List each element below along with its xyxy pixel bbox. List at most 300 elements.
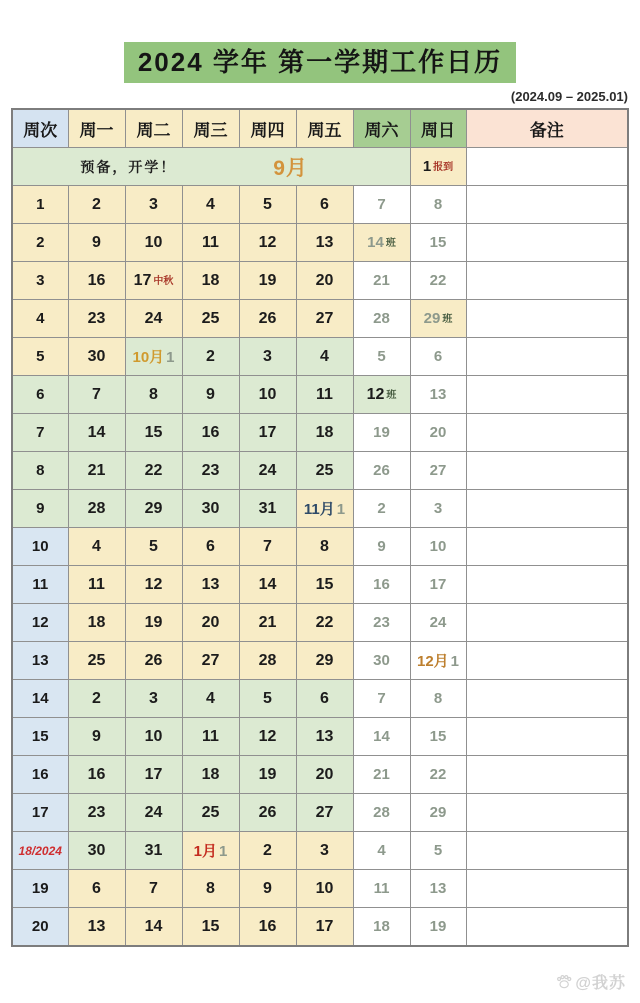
day-cell (125, 908, 182, 947)
week-row (12, 566, 628, 604)
day-cell (68, 186, 125, 224)
note-cell (466, 224, 628, 262)
workday-tag: 班 (442, 313, 453, 325)
week-number-cell (12, 376, 68, 414)
note-cell (466, 680, 628, 718)
day-cell (239, 794, 296, 832)
day-cell (353, 224, 410, 262)
week-row (12, 642, 628, 680)
day-number: 30 (373, 651, 390, 669)
day-cell (68, 490, 125, 528)
day-number: 16 (373, 575, 390, 593)
day-cell (353, 794, 410, 832)
day-number: 24 (429, 613, 447, 631)
day-cell (410, 604, 466, 642)
day-number: 18 (315, 423, 334, 441)
day-number: 16 (87, 765, 106, 783)
day-cell (182, 262, 239, 300)
day-number: 4 (206, 195, 215, 213)
day-number: 10 (144, 233, 163, 251)
day-number: 6 (92, 879, 101, 897)
day-number: 12 (258, 727, 277, 745)
day-cell (125, 224, 182, 262)
note-cell (466, 832, 628, 870)
note-cell (466, 376, 628, 414)
day-number: 9 (92, 233, 101, 251)
day-cell (68, 794, 125, 832)
day-cell (182, 908, 239, 947)
note-cell (466, 338, 628, 376)
day-cell (296, 566, 353, 604)
day-number: 27 (315, 803, 334, 821)
day-number: 21 (373, 765, 390, 783)
day-cell (125, 680, 182, 718)
week-number: 17 (31, 803, 49, 821)
day-number: 15 (144, 423, 163, 441)
day-number: 21 (258, 613, 277, 631)
day-number: 26 (373, 461, 390, 479)
day-cell (182, 718, 239, 756)
day-cell (353, 756, 410, 794)
day-cell (410, 832, 466, 870)
day-cell (410, 224, 466, 262)
day-number: 18 (201, 271, 220, 289)
day-cell (182, 832, 239, 870)
day-number: 9 (377, 537, 386, 555)
week-number-cell (12, 262, 68, 300)
day-cell (182, 338, 239, 376)
day-cell (296, 376, 353, 414)
day-number: 29 (429, 803, 447, 821)
day-number: 7 (263, 537, 272, 555)
week-number: 14 (31, 689, 49, 707)
day-cell (353, 452, 410, 490)
week-number-cell (12, 300, 68, 338)
day-cell (68, 528, 125, 566)
note-cell (466, 300, 628, 338)
day-number: 17 (429, 575, 447, 593)
day-cell (68, 566, 125, 604)
day-cell (239, 642, 296, 680)
day-cell (68, 756, 125, 794)
day-cell (68, 300, 125, 338)
day-cell (296, 642, 353, 680)
week-number-cell (12, 186, 68, 224)
day-number: 13 (315, 727, 334, 745)
day-number: 23 (87, 309, 106, 327)
note-cell (466, 604, 628, 642)
week-number: 15 (31, 727, 49, 745)
day-number: 28 (87, 499, 106, 517)
day-number: 3 (263, 347, 272, 365)
day-number: 2 (92, 195, 101, 213)
day-cell (125, 718, 182, 756)
day-cell (410, 186, 466, 224)
day-cell (353, 186, 410, 224)
day-cell (68, 680, 125, 718)
day-number: 31 (144, 841, 163, 859)
day-cell (296, 832, 353, 870)
semester-calendar-table (11, 108, 629, 947)
day-number: 27 (429, 461, 447, 479)
week-number-cell (12, 566, 68, 604)
day-number: 14 (373, 727, 390, 745)
header-tuesday: 周二 (125, 109, 182, 148)
day-number: 3 (320, 841, 329, 859)
week-number: 19 (31, 879, 49, 897)
day-number: 1 (166, 349, 175, 367)
day-number: 8 (320, 537, 329, 555)
day-number: 8 (433, 195, 443, 213)
day-number: 28 (373, 803, 390, 821)
day-number: 11 (88, 575, 105, 593)
title-bar (0, 42, 640, 83)
day-number: 25 (87, 651, 106, 669)
week-number: 8 (36, 461, 45, 479)
september-note-text: 预备，开学！ (80, 158, 177, 175)
note-cell (466, 186, 628, 224)
day-number: 3 (433, 499, 443, 517)
day-number: 7 (377, 195, 386, 213)
day-number: 13 (201, 575, 220, 593)
day-number: 17 (144, 765, 163, 783)
day-number: 16 (258, 917, 277, 935)
day-cell (296, 262, 353, 300)
header-friday: 周五 (296, 109, 353, 148)
day-cell (239, 870, 296, 908)
month-start-label: 12月 (416, 653, 449, 671)
day-number: 19 (258, 271, 277, 289)
header-wednesday: 周三 (182, 109, 239, 148)
week-row (12, 262, 628, 300)
day-cell (410, 414, 466, 452)
day-number: 18 (201, 765, 220, 783)
week-row (12, 186, 628, 224)
day-number: 7 (149, 879, 158, 897)
day-cell (353, 604, 410, 642)
paw-icon (555, 973, 573, 991)
day-number: 6 (320, 689, 329, 707)
day-number: 24 (144, 309, 163, 327)
day-cell (296, 300, 353, 338)
day-cell (353, 262, 410, 300)
day-number: 2 (206, 347, 215, 365)
day-cell (296, 224, 353, 262)
day-cell (353, 338, 410, 376)
day-number: 24 (144, 803, 163, 821)
day-number: 4 (320, 347, 329, 365)
day-number: 12 (366, 385, 385, 403)
day-number: 25 (201, 803, 220, 821)
day-cell (410, 908, 466, 947)
day-number: 11 (202, 727, 219, 745)
day-number: 26 (258, 803, 277, 821)
week-row (12, 756, 628, 794)
week-number: 1 (36, 195, 45, 213)
week-number-cell (12, 680, 68, 718)
note-cell (466, 794, 628, 832)
week-number: 18/2024 (18, 843, 62, 858)
day-number: 29 (315, 651, 334, 669)
week-number: 2 (36, 233, 45, 251)
day-number: 27 (315, 309, 334, 327)
week-number: 20 (31, 917, 49, 935)
day-cell (239, 376, 296, 414)
day-cell (68, 604, 125, 642)
day-cell (125, 756, 182, 794)
day-number: 4 (92, 537, 101, 555)
day-cell (353, 528, 410, 566)
week-number: 5 (36, 347, 45, 365)
week-number-cell (12, 414, 68, 452)
day-cell (410, 794, 466, 832)
week-number-cell (12, 490, 68, 528)
day-cell (182, 566, 239, 604)
day-cell (182, 414, 239, 452)
day-number: 11 (202, 233, 219, 251)
week-row (12, 870, 628, 908)
day-cell (296, 186, 353, 224)
day-number: 20 (429, 423, 447, 441)
day-number: 15 (429, 727, 447, 745)
day-number: 17 (133, 271, 152, 289)
week-row (12, 300, 628, 338)
day-cell (239, 566, 296, 604)
day-cell (410, 262, 466, 300)
day-number: 10 (315, 879, 334, 897)
day-number: 16 (201, 423, 220, 441)
day-number: 20 (201, 613, 220, 631)
day-number: 13 (87, 917, 106, 935)
day-cell (125, 490, 182, 528)
day-cell (296, 756, 353, 794)
note-cell (466, 452, 628, 490)
day-cell (182, 528, 239, 566)
day-number: 30 (201, 499, 220, 517)
day-cell (410, 338, 466, 376)
day-cell (68, 718, 125, 756)
day-number: 29 (144, 499, 163, 517)
week-row (12, 224, 628, 262)
day-number: 2 (377, 499, 386, 517)
day-cell (410, 718, 466, 756)
day-cell (410, 490, 466, 528)
day-cell (182, 604, 239, 642)
day-cell (68, 870, 125, 908)
week-row (12, 528, 628, 566)
september-row (12, 148, 628, 186)
day-cell (353, 718, 410, 756)
week-number: 16 (31, 765, 49, 783)
day-cell (353, 870, 410, 908)
day-number: 25 (315, 461, 334, 479)
day-cell (68, 338, 125, 376)
day-number: 29 (423, 309, 441, 327)
day-cell (125, 376, 182, 414)
note-cell (466, 528, 628, 566)
note-cell (466, 148, 628, 186)
day-cell (125, 604, 182, 642)
month-start-label: 11月 (303, 501, 335, 519)
day-number: 22 (144, 461, 163, 479)
day-number: 9 (92, 727, 101, 745)
day-cell (410, 376, 466, 414)
day-cell (182, 452, 239, 490)
day-cell (353, 908, 410, 947)
day-cell (239, 262, 296, 300)
day-number: 1 (336, 501, 346, 519)
day-number: 6 (320, 195, 329, 213)
day-cell (296, 490, 353, 528)
day-cell (182, 490, 239, 528)
day-cell (182, 224, 239, 262)
week-number: 10 (31, 537, 49, 555)
day-number: 11 (373, 879, 390, 897)
day-number: 28 (373, 309, 390, 327)
week-row (12, 490, 628, 528)
day-cell (239, 756, 296, 794)
day-cell (125, 300, 182, 338)
day-number: 22 (315, 613, 334, 631)
day-number: 19 (144, 613, 163, 631)
week-number-cell (12, 718, 68, 756)
day-cell (68, 414, 125, 452)
day-number: 11 (316, 385, 333, 403)
day-number: 10 (258, 385, 277, 403)
day-cell (239, 604, 296, 642)
note-cell (466, 870, 628, 908)
day-number: 20 (315, 271, 334, 289)
day-cell (68, 908, 125, 947)
header-saturday: 周六 (353, 109, 410, 148)
note-cell (466, 490, 628, 528)
day-number: 6 (433, 347, 443, 365)
day-number: 9 (263, 879, 272, 897)
day-number: 27 (201, 651, 220, 669)
workday-tag: 班 (385, 237, 396, 249)
day-cell (410, 300, 466, 338)
day-cell (182, 794, 239, 832)
day-number: 15 (315, 575, 334, 593)
day-cell (353, 414, 410, 452)
september-banner-cell (12, 148, 410, 186)
day-cell (239, 186, 296, 224)
day-cell (182, 870, 239, 908)
week-number: 11 (32, 575, 49, 593)
week-number: 12 (31, 613, 49, 631)
header-row (12, 109, 628, 148)
week-number-cell (12, 794, 68, 832)
day-number: 17 (258, 423, 277, 441)
week-number: 3 (36, 271, 45, 289)
day-cell (239, 490, 296, 528)
day-cell (296, 718, 353, 756)
day-number: 21 (373, 271, 390, 289)
day-cell (68, 452, 125, 490)
day-cell (296, 908, 353, 947)
day-cell (125, 870, 182, 908)
week-number-cell (12, 832, 68, 870)
week-row (12, 414, 628, 452)
header-sunday: 周日 (410, 109, 466, 148)
day-number: 8 (149, 385, 158, 403)
week-number-cell (12, 224, 68, 262)
day-cell (125, 262, 182, 300)
day-number: 3 (149, 689, 158, 707)
day-cell (182, 300, 239, 338)
note-cell (466, 414, 628, 452)
week-number: 7 (36, 423, 45, 441)
day-number: 20 (315, 765, 334, 783)
day-cell (125, 186, 182, 224)
holiday-tag: 中秋 (153, 275, 174, 287)
day-cell (239, 224, 296, 262)
day-number: 19 (373, 423, 390, 441)
day-cell (125, 642, 182, 680)
day-cell (239, 832, 296, 870)
day-number: 2 (263, 841, 272, 859)
week-number: 4 (36, 309, 45, 327)
day-cell (182, 756, 239, 794)
day-cell (296, 528, 353, 566)
day-number: 22 (429, 271, 447, 289)
week-number: 13 (31, 651, 49, 669)
day-cell (410, 756, 466, 794)
week-number-cell (12, 604, 68, 642)
week-number-cell (12, 642, 68, 680)
week-row (12, 908, 628, 947)
day-cell (182, 680, 239, 718)
day-number: 13 (429, 385, 447, 403)
day-cell (410, 452, 466, 490)
september-first-day-cell (410, 148, 466, 186)
day-number: 26 (258, 309, 277, 327)
note-cell (466, 756, 628, 794)
day-cell (296, 870, 353, 908)
week-number: 6 (36, 385, 45, 403)
day-cell (239, 908, 296, 947)
day-number: 1 (450, 653, 460, 671)
week-row (12, 794, 628, 832)
day-number: 1 (219, 843, 228, 861)
day-cell (68, 224, 125, 262)
day-number: 3 (149, 195, 158, 213)
day-number: 25 (201, 309, 220, 327)
day-cell (353, 680, 410, 718)
day-cell (353, 642, 410, 680)
day-cell (296, 794, 353, 832)
day-number: 8 (433, 689, 443, 707)
day-number: 30 (87, 841, 106, 859)
day-cell (296, 452, 353, 490)
day-number: 6 (206, 537, 215, 555)
day-cell (410, 566, 466, 604)
week-number-cell (12, 756, 68, 794)
week-number: 9 (36, 499, 45, 517)
day-cell (239, 528, 296, 566)
day-number: 22 (429, 765, 447, 783)
day-cell (353, 300, 410, 338)
day-number: 17 (315, 917, 334, 935)
day-cell (410, 642, 466, 680)
day-cell (296, 604, 353, 642)
day-number: 10 (429, 537, 447, 555)
header-monday: 周一 (68, 109, 125, 148)
page-title: 2024 学年 第一学期工作日历 (124, 42, 516, 83)
note-cell (466, 642, 628, 680)
note-cell (466, 718, 628, 756)
note-cell (466, 566, 628, 604)
